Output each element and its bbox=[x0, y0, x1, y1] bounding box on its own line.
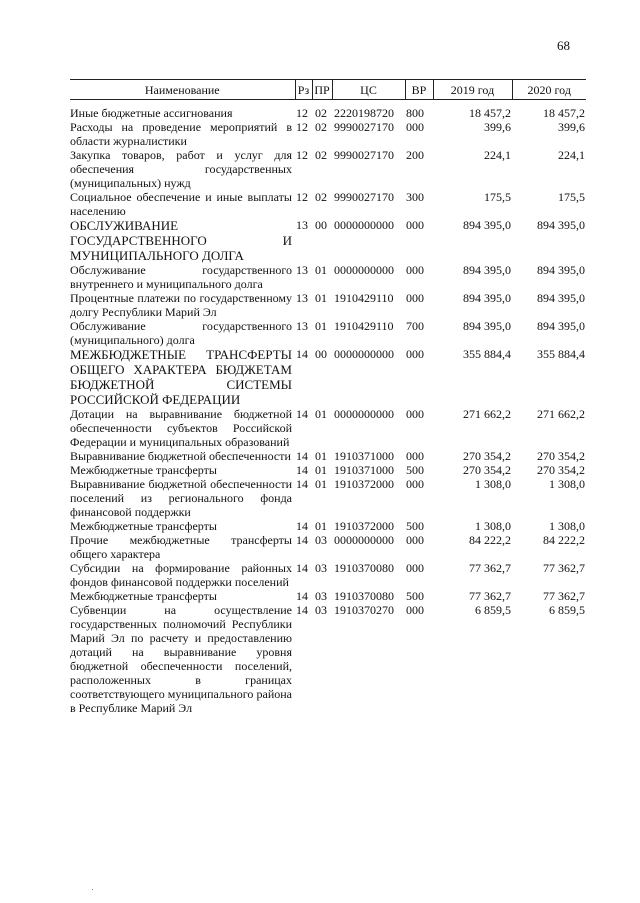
cell-2019: 18 457,2 bbox=[469, 106, 511, 120]
cell-cs: 1910370270 bbox=[334, 603, 394, 617]
column-header-2019: 2019 год bbox=[433, 80, 512, 100]
cell-rz: 13 bbox=[296, 218, 308, 232]
cell-vr: 000 bbox=[406, 561, 424, 575]
cell-2019: 77 362,7 bbox=[469, 589, 511, 603]
cell-pr: 02 bbox=[315, 106, 327, 120]
cell-rz: 13 bbox=[296, 291, 308, 305]
cell-2019: 270 354,2 bbox=[463, 449, 511, 463]
cell-rz: 14 bbox=[296, 533, 308, 547]
cell-rz: 12 bbox=[296, 148, 308, 162]
cell-2019: 355 884,4 bbox=[463, 347, 511, 361]
cell-vr: 000 bbox=[406, 263, 424, 277]
cell-cs: 1910429110 bbox=[334, 291, 394, 305]
cell-name: Обслуживание государственного внутреннего и муниципального долга bbox=[70, 263, 292, 291]
cell-rz: 12 bbox=[296, 190, 308, 204]
cell-2020: 6 859,5 bbox=[549, 603, 585, 617]
cell-2019: 175,5 bbox=[484, 190, 511, 204]
cell-vr: 000 bbox=[406, 533, 424, 547]
cell-pr: 01 bbox=[315, 319, 327, 333]
cell-cs: 1910429110 bbox=[334, 319, 394, 333]
column-header-pr: ПР bbox=[312, 80, 332, 100]
cell-name: Субвенции на осуществление государственных полномочий Республики Марий Эл по расчету и предоставлению дотаций на выравнивание уровня бюджетной обеспеченности поселений, расположенных в границах соответствующего муниципального района в Республике Марий Эл bbox=[70, 603, 292, 715]
cell-2020: 894 395,0 bbox=[537, 263, 585, 277]
table-row bbox=[70, 477, 586, 519]
cell-2020: 84 222,2 bbox=[543, 533, 585, 547]
cell-cs: 1910372000 bbox=[334, 477, 394, 491]
cell-2020: 399,6 bbox=[558, 120, 585, 134]
table-row bbox=[70, 319, 586, 347]
cell-2019: 894 395,0 bbox=[463, 218, 511, 232]
cell-rz: 14 bbox=[296, 603, 308, 617]
cell-2019: 1 308,0 bbox=[475, 477, 511, 491]
table-row bbox=[70, 263, 586, 291]
cell-2019: 399,6 bbox=[484, 120, 511, 134]
cell-name: Прочие межбюджетные трансферты общего характера bbox=[70, 533, 292, 561]
cell-name: Расходы на проведение мероприятий в области журналистики bbox=[70, 120, 292, 148]
cell-rz: 14 bbox=[296, 477, 308, 491]
page-number: 68 bbox=[557, 38, 570, 53]
cell-2020: 270 354,2 bbox=[537, 463, 585, 477]
cell-rz: 14 bbox=[296, 407, 308, 421]
cell-cs: 9990027170 bbox=[334, 190, 394, 204]
scan-speck bbox=[92, 889, 93, 890]
table-row bbox=[70, 100, 586, 121]
table-row bbox=[70, 218, 586, 263]
cell-cs: 0000000000 bbox=[334, 533, 394, 547]
cell-2020: 894 395,0 bbox=[537, 319, 585, 333]
cell-rz: 14 bbox=[296, 561, 308, 575]
cell-2019: 894 395,0 bbox=[463, 291, 511, 305]
cell-pr: 02 bbox=[315, 148, 327, 162]
column-header-cs: ЦС bbox=[332, 80, 405, 100]
cell-vr: 000 bbox=[406, 449, 424, 463]
cell-2020: 894 395,0 bbox=[537, 291, 585, 305]
cell-vr: 300 bbox=[406, 190, 424, 204]
cell-cs: 0000000000 bbox=[334, 218, 394, 232]
table-row bbox=[70, 291, 586, 319]
table-row bbox=[70, 347, 586, 407]
cell-rz: 12 bbox=[296, 120, 308, 134]
cell-pr: 00 bbox=[315, 347, 327, 361]
cell-cs: 2220198720 bbox=[334, 106, 394, 120]
table-row bbox=[70, 120, 586, 148]
table-row bbox=[70, 463, 586, 477]
cell-vr: 000 bbox=[406, 407, 424, 421]
cell-2020: 355 884,4 bbox=[537, 347, 585, 361]
cell-vr: 000 bbox=[406, 291, 424, 305]
cell-vr: 500 bbox=[406, 519, 424, 533]
cell-pr: 02 bbox=[315, 120, 327, 134]
cell-pr: 01 bbox=[315, 463, 327, 477]
cell-name: Выравнивание бюджетной обеспеченности bbox=[70, 449, 291, 463]
column-header-name: Наименование bbox=[70, 80, 295, 100]
cell-2020: 1 308,0 bbox=[549, 519, 585, 533]
cell-vr: 500 bbox=[406, 589, 424, 603]
cell-cs: 0000000000 bbox=[334, 347, 394, 361]
cell-pr: 01 bbox=[315, 263, 327, 277]
cell-pr: 01 bbox=[315, 407, 327, 421]
column-header-vr: ВР bbox=[405, 80, 433, 100]
table-row bbox=[70, 589, 586, 603]
cell-rz: 14 bbox=[296, 589, 308, 603]
cell-vr: 800 bbox=[406, 106, 424, 120]
cell-cs: 1910370080 bbox=[334, 589, 394, 603]
cell-cs: 1910371000 bbox=[334, 463, 394, 477]
cell-vr: 000 bbox=[406, 120, 424, 134]
cell-name: Межбюджетные трансферты bbox=[70, 519, 217, 533]
cell-cs: 1910370080 bbox=[334, 561, 394, 575]
cell-name: Выравнивание бюджетной обеспеченности поселений из регионального фонда финансовой поддержки bbox=[70, 477, 292, 519]
table-body bbox=[70, 100, 586, 716]
cell-pr: 01 bbox=[315, 519, 327, 533]
table-header-row bbox=[70, 80, 586, 100]
cell-2019: 1 308,0 bbox=[475, 519, 511, 533]
cell-pr: 03 bbox=[315, 589, 327, 603]
cell-rz: 12 bbox=[296, 106, 308, 120]
cell-2019: 270 354,2 bbox=[463, 463, 511, 477]
table-row bbox=[70, 148, 586, 190]
cell-vr: 500 bbox=[406, 463, 424, 477]
cell-name: МЕЖБЮДЖЕТНЫЕ ТРАНСФЕРТЫ ОБЩЕГО ХАРАКТЕРА БЮДЖЕТАМ БЮДЖЕТНОЙ СИСТЕМЫ РОССИЙСКОЙ ФЕДЕРАЦИИ bbox=[70, 347, 292, 407]
cell-2020: 1 308,0 bbox=[549, 477, 585, 491]
cell-2020: 77 362,7 bbox=[543, 561, 585, 575]
cell-pr: 01 bbox=[315, 449, 327, 463]
cell-name: Субсидии на формирование районных фондов финансовой поддержки поселений bbox=[70, 561, 292, 589]
cell-vr: 000 bbox=[406, 347, 424, 361]
table-row bbox=[70, 190, 586, 218]
cell-2019: 894 395,0 bbox=[463, 319, 511, 333]
cell-2019: 894 395,0 bbox=[463, 263, 511, 277]
cell-rz: 13 bbox=[296, 319, 308, 333]
table-row bbox=[70, 561, 586, 589]
cell-name: ОБСЛУЖИВАНИЕ ГОСУДАРСТВЕННОГО И МУНИЦИПАЛЬНОГО ДОЛГА bbox=[70, 218, 292, 263]
cell-rz: 14 bbox=[296, 449, 308, 463]
cell-pr: 00 bbox=[315, 218, 327, 232]
cell-cs: 9990027170 bbox=[334, 120, 394, 134]
cell-pr: 01 bbox=[315, 291, 327, 305]
cell-2019: 77 362,7 bbox=[469, 561, 511, 575]
cell-2020: 175,5 bbox=[558, 190, 585, 204]
cell-pr: 03 bbox=[315, 533, 327, 547]
column-header-2020: 2020 год bbox=[512, 80, 586, 100]
cell-vr: 000 bbox=[406, 218, 424, 232]
cell-pr: 03 bbox=[315, 603, 327, 617]
cell-cs: 1910372000 bbox=[334, 519, 394, 533]
cell-2020: 894 395,0 bbox=[537, 218, 585, 232]
cell-name: Закупка товаров, работ и услуг для обеспечения государственных (муниципальных) нужд bbox=[70, 148, 292, 190]
table-row bbox=[70, 449, 586, 463]
cell-rz: 14 bbox=[296, 347, 308, 361]
cell-name: Социальное обеспечение и иные выплаты населению bbox=[70, 190, 292, 218]
cell-name: Иные бюджетные ассигнования bbox=[70, 106, 233, 120]
cell-2019: 224,1 bbox=[484, 148, 511, 162]
cell-rz: 13 bbox=[296, 263, 308, 277]
cell-2019: 271 662,2 bbox=[463, 407, 511, 421]
cell-2020: 271 662,2 bbox=[537, 407, 585, 421]
cell-cs: 0000000000 bbox=[334, 263, 394, 277]
cell-vr: 700 bbox=[406, 319, 424, 333]
cell-name: Обслуживание государственного (муниципального) долга bbox=[70, 319, 292, 347]
cell-name: Дотации на выравнивание бюджетной обеспеченности субъектов Российской Федерации и муниципальных образований bbox=[70, 407, 292, 449]
cell-2019: 6 859,5 bbox=[475, 603, 511, 617]
cell-vr: 200 bbox=[406, 148, 424, 162]
table-row bbox=[70, 603, 586, 715]
cell-cs: 0000000000 bbox=[334, 407, 394, 421]
cell-rz: 14 bbox=[296, 519, 308, 533]
cell-pr: 03 bbox=[315, 561, 327, 575]
cell-2020: 224,1 bbox=[558, 148, 585, 162]
cell-2020: 270 354,2 bbox=[537, 449, 585, 463]
table-row bbox=[70, 407, 586, 449]
cell-pr: 02 bbox=[315, 190, 327, 204]
cell-cs: 9990027170 bbox=[334, 148, 394, 162]
table-row bbox=[70, 519, 586, 533]
cell-cs: 1910371000 bbox=[334, 449, 394, 463]
cell-2020: 77 362,7 bbox=[543, 589, 585, 603]
table-row bbox=[70, 533, 586, 561]
cell-name: Межбюджетные трансферты bbox=[70, 463, 217, 477]
cell-name: Межбюджетные трансферты bbox=[70, 589, 217, 603]
cell-2019: 84 222,2 bbox=[469, 533, 511, 547]
cell-vr: 000 bbox=[406, 603, 424, 617]
budget-table bbox=[70, 79, 586, 715]
cell-2020: 18 457,2 bbox=[543, 106, 585, 120]
cell-name: Процентные платежи по государственному долгу Республики Марий Эл bbox=[70, 291, 292, 319]
cell-pr: 01 bbox=[315, 477, 327, 491]
cell-vr: 000 bbox=[406, 477, 424, 491]
column-header-rz: Рз bbox=[295, 80, 312, 100]
cell-rz: 14 bbox=[296, 463, 308, 477]
